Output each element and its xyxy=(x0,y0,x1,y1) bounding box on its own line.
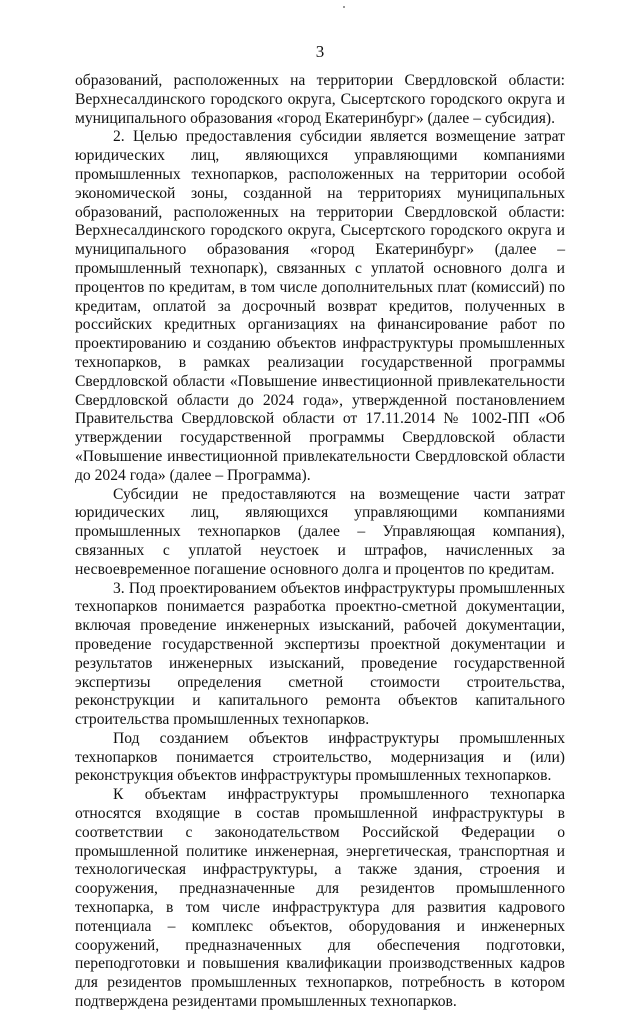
paragraph-creation-definition: Под созданием объектов инфраструктуры промышленных технопарков понимается строительство, модернизация и (или) реконструкция объектов инфраструктуры промышленных технопарков. xyxy=(75,729,565,785)
paragraph-subsidy-exclusion: Субсидии не предоставляются на возмещение части затрат юридических лиц, являющихся управляющими компаниями промышленных технопарков (далее – Управляющая компания), связанных с уплатой неустоек и штрафов, начисленных за несвоевременное погашение основного долга и процентов по кредитам. xyxy=(75,485,565,578)
paragraph-item-2: 2. Целью предоставления субсидии является возмещение затрат юридических лиц, являющихся управляющими компаниями промышленных технопарков, расположенных на территории особой экономической зоны, созданной на территориях муниципальных образований, расположенных на территории Свердловской области: Верхнесалдинского городского округа, Сысертского городского округа и муниципального образования «город Екатеринбург» (далее – промышленный технопарк), связанных с уплатой основного долга и процентов по кредитам, в том числе дополнительных плат (комиссий) по кредитам, оплатой за досрочный возврат кредитов, полученных в российских кредитных организациях на финансирование работ по проектированию и созданию объектов инфраструктуры промышленных технопарков, в рамках реализации государственной программы Свердловской области «Повышение инвестиционной привлекательности Свердловской области до 2024 года», утвержденной постановлением Правительства Свердловской области от 17.11.2014 № 1002-ПП «Об утверждении государственной программы Свердловской области «Повышение инвестиционной привлекательности Свердловской области до 2024 года» (далее – Программа). xyxy=(75,128,565,484)
scan-artifact-dot xyxy=(343,6,345,8)
paragraph-item-3: 3. Под проектированием объектов инфраструктуры промышленных технопарков понимается разработка проектно-сметной документации, включая проведение инженерных изысканий, рабочей документации, проведение государственной экспертизы проектной документации и результатов инженерных изысканий, проведение государственной экспертизы определения сметной стоимости строительства, реконструкции и капитального ремонта объектов капитального строительства промышленных технопарков. xyxy=(75,579,565,729)
document-body xyxy=(75,72,565,1012)
paragraph-infrastructure-objects: К объектам инфраструктуры промышленного технопарка относятся входящие в состав промышленной инфраструктуры в соответствии с законодательством Российской Федерации о промышленной политике инженерная, энергетическая, транспортная и технологическая инфраструктуры, а также здания, строения и сооружения, предназначенные для резидентов промышленного технопарка, в том числе инфраструктура для развития кадрового потенциала – комплекс объектов, оборудования и инженерных сооружений, предназначенных для обеспечения подготовки, переподготовки и повышения квалификации производственных кадров для резидентов промышленных технопарков, потребность в котором подтверждена резидентами промышленных технопарков. xyxy=(75,786,565,1011)
page-number: 3 xyxy=(315,42,325,61)
paragraph-continuation: образований, расположенных на территории Свердловской области: Верхнесалдинского городского округа, Сысертского городского округа и муниципального образования «город Екатеринбург» (далее – субсидия). xyxy=(75,72,565,127)
